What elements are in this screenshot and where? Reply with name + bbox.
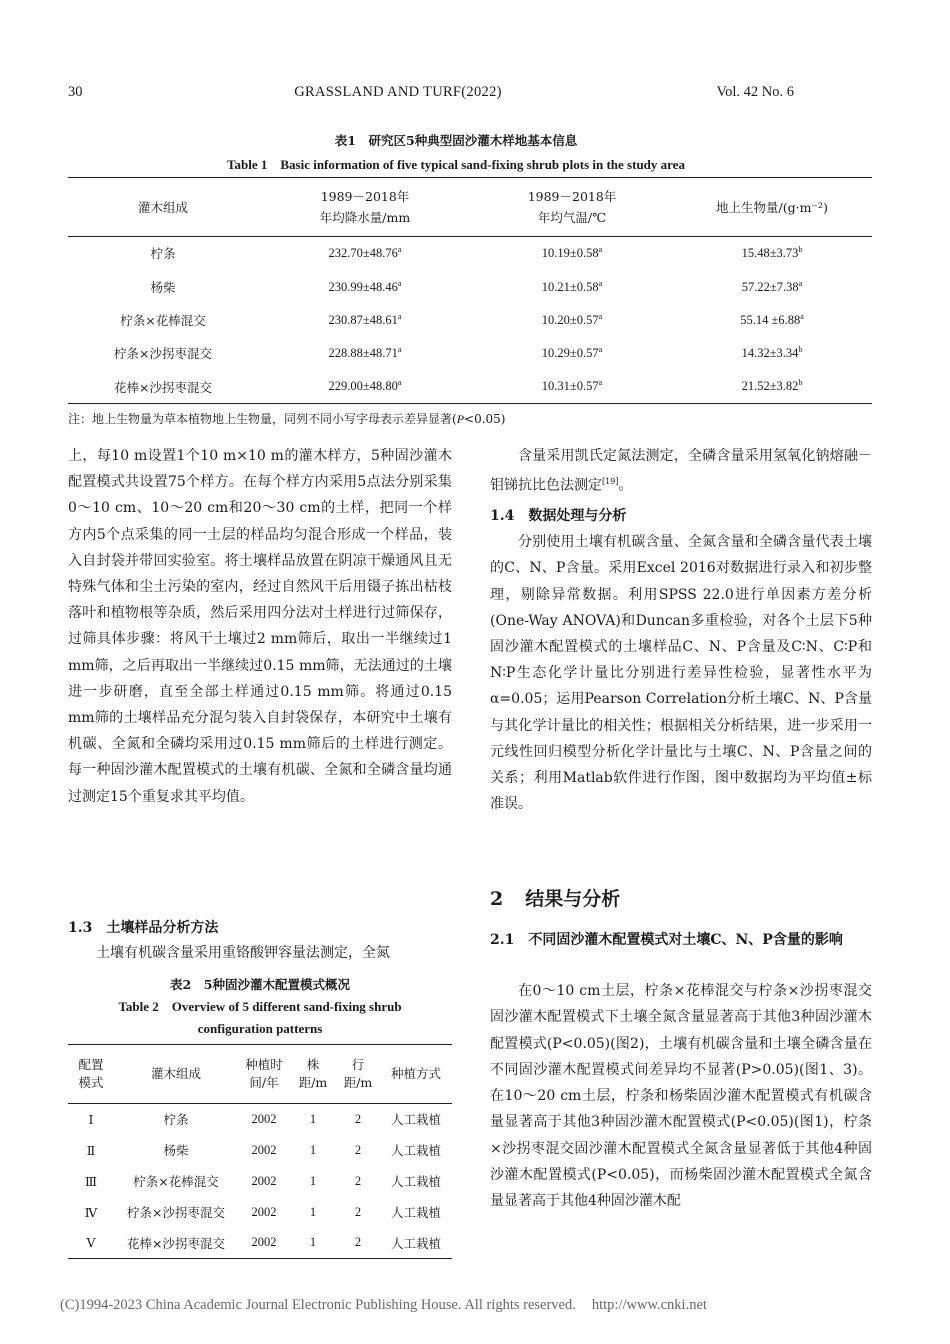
- table-cell: Ⅴ: [68, 1228, 114, 1259]
- left-column-text: [68, 443, 452, 810]
- table2-col-year: 种植时 间/年: [238, 1045, 290, 1104]
- table-cell: 1: [309, 1204, 317, 1219]
- table1-caption-en: Table 1 Basic information of five typical sand-fixing shrub plots in the study area: [227, 157, 685, 172]
- table-row: [68, 270, 872, 303]
- table1-col-biomass: 地上生物量/(g·m⁻²): [672, 178, 872, 237]
- table2-col-composition: 灌木组成: [114, 1045, 238, 1104]
- table1-header-row: [68, 178, 872, 237]
- table-cell: 柠条×花棒混交: [133, 1174, 219, 1189]
- table2-col-mode: 配置 模式: [68, 1045, 114, 1104]
- table-cell: 杨柴: [163, 1143, 189, 1158]
- table-cell: 2: [336, 1228, 380, 1259]
- table1-col-composition: 灌木组成: [68, 178, 258, 237]
- table-cell: 花棒×沙拐枣混交: [68, 370, 258, 403]
- table-row: [68, 303, 872, 336]
- table2-col-method: 种植方式: [380, 1045, 452, 1104]
- table2-caption-cn: 表2 5种固沙灌木配置模式概况: [170, 977, 350, 992]
- table-cell: 1: [290, 1228, 336, 1259]
- table-cell: 人工栽植: [390, 1143, 441, 1158]
- table-cell: 228.88±48.71$^a$: [328, 345, 402, 361]
- table-cell: 10.31±0.57$^a$: [472, 370, 672, 403]
- table-cell: 229.00±48.80$^a$: [258, 370, 472, 403]
- table2-header-row: [68, 1045, 452, 1104]
- citation-ref: [19]: [602, 477, 619, 487]
- table-cell: 1: [309, 1111, 317, 1126]
- table-cell: 2: [354, 1204, 362, 1219]
- copyright-footer: [60, 1297, 800, 1314]
- table1-col-precip: 1989－2018年 年均降水量/mm: [258, 178, 472, 237]
- table-cell: 2: [354, 1173, 362, 1188]
- table-row: [68, 1197, 452, 1228]
- table-cell: 10.20±0.57$^a$: [541, 311, 603, 328]
- body-paragraph: 上，每10 m设置1个10 m×10 m的灌木样方，5种固沙灌木配置模式共设置75个样方。在每个样方内采用5点法分别采集0～10 cm、10～20 cm和20～30 cm的土样，把同一个样方内5个点采集的同一土层的样品均匀混合形成一个样品，装入自封袋并带回实验室。将土壤样品放置在阴凉干燥通风且无特殊气体和尘土污染的室内，经过自然风干后用镊子拣出枯枝落叶和植物根等杂质，然后采用四分法对土样进行过筛保存，过筛具体步骤：将风干土壤过2 mm筛后，取出一半继续过1 mm筛，之后再取出一半继续过0.15 mm筛，无法通过的土壤进一步研磨，直至全部土样通过0.15 mm筛。将通过0.15 mm筛的土壤样品充分混匀装入自封袋保存，本研究中土壤有机碳、全氮和全磷均采用过0.15 mm筛后的土样进行测定。每一种固沙灌木配置模式的土壤有机碳、全氮和全磷含量均通过测定15个重复求其平均值。: [68, 448, 452, 805]
- table-cell: 230.99±48.46$^a$: [328, 278, 402, 294]
- table-cell: 55.14 ±6.88$^a$: [740, 311, 804, 328]
- table-cell: 10.21±0.58$^a$: [541, 278, 603, 294]
- table-cell: 230.87±48.61$^a$: [328, 311, 402, 328]
- body-paragraph: 在0～10 cm土层，柠条×花棒混交与柠条×沙拐枣混交固沙灌木配置模式下土壤全氮含量显著高于其他3种固沙灌木配置模式(P<0.05)(图2)，土壤有机碳含量和土壤全磷含量在不同固沙灌木配置模式间差异均不显著(P>0.05)(图1、3)。在10～20 cm土层，柠条和杨柴固沙灌木配置模式有机碳含量显著高于其他3种固沙灌木配置模式(P<0.05)(图1)，柠条×沙拐枣混交固沙灌木配置模式全氮含量显著低于其他4种固沙灌木配置模式(P<0.05)，而杨柴固沙灌木配置模式全氮含量显著高于其他4种固沙灌木配: [490, 983, 872, 1210]
- page-number: 30: [68, 84, 83, 100]
- body-paragraph: 分别使用土壤有机碳含量、全氮含量和全磷含量代表土壤的C、N、P含量。采用Excel 2016对数据进行录入和初步整理，剔除异常数据。利用SPSS 22.0进行单因素方差分析(One-Way ANOVA)和Duncan多重检验，对各个土层下5种固沙灌木配置模式的土壤样品C、N、P含量及C∶N、C∶P和N∶P生态化学计量比分别进行差异性检验，显著性水平为α=0.05；运用Pearson Correlation分析土壤C、N、P含量与其化学计量比的相关性；根据相关分析结果，进一步采用一元线性回归模型分析化学计量比与土壤C、N、P含量之间的关系；利用Matlab软件进行作图，图中数据均为平均值±标准误。: [490, 534, 872, 813]
- table-cell: 人工栽植: [390, 1174, 441, 1189]
- table-cell: Ⅳ: [84, 1204, 98, 1220]
- body-paragraph: 含量采用凯氏定氮法测定，全磷含量采用氢氧化钠熔融－钼锑抗比色法测定[19]。: [490, 448, 872, 494]
- section-heading-2: 2 结果与分析: [490, 888, 621, 910]
- section-heading-1-3: 1.3 土壤样品分析方法: [68, 920, 219, 936]
- section-heading-1-4: 1.4 数据处理与分析: [490, 508, 627, 525]
- table2: [68, 1044, 452, 1259]
- journal-name: GRASSLAND AND TURF(2022): [294, 84, 502, 100]
- table-cell: 人工栽植: [380, 1228, 452, 1259]
- table-cell: 杨柴: [150, 279, 176, 295]
- table-cell: 柠条×花棒混交: [120, 312, 206, 328]
- table1-col-temp: 1989－2018年 年均气温/℃: [472, 178, 672, 237]
- table-cell: 柠条×沙拐枣混交: [114, 346, 212, 362]
- table-cell: 2002: [251, 1204, 277, 1219]
- table-cell: 人工栽植: [390, 1205, 441, 1220]
- table-cell: 1: [309, 1142, 317, 1157]
- table-cell: 2002: [251, 1111, 277, 1126]
- table-cell: Ⅰ: [88, 1111, 94, 1127]
- table-row: [68, 337, 872, 370]
- table-row: [68, 1135, 452, 1166]
- table-row: [68, 1104, 452, 1135]
- table-cell: 21.52±3.82$^b$: [672, 370, 872, 403]
- section-heading-2-1: 2.1 不同固沙灌木配置模式对土壤C、N、P含量的影响: [490, 932, 843, 948]
- table2-col-plant-spacing: 株 距/m: [290, 1045, 336, 1104]
- table-row: [68, 1166, 452, 1197]
- table-cell: 10.19±0.58$^a$: [541, 245, 603, 261]
- table-row: [68, 370, 872, 403]
- table-cell: 15.48±3.73$^b$: [741, 245, 803, 261]
- table-cell: 14.32±3.34$^b$: [741, 345, 803, 361]
- table-cell: 人工栽植: [390, 1112, 441, 1128]
- table2-caption-en: Table 2 Overview of 5 different sand-fixing shrub configuration patterns: [118, 999, 402, 1036]
- copyright-text: (C)1994-2023 China Academic Journal Electronic Publishing House. All rights reserved.: [60, 1297, 576, 1313]
- table-cell: 10.29±0.57$^a$: [541, 345, 603, 361]
- table-cell: 2: [354, 1142, 362, 1157]
- table-cell: 57.22±7.38$^a$: [741, 278, 803, 294]
- table-cell: 柠条×沙拐枣混交: [127, 1205, 225, 1220]
- table-cell: 232.70±48.76$^a$: [328, 245, 402, 261]
- table-cell: 2002: [251, 1173, 277, 1188]
- table1-caption-cn: 表1 研究区5种典型固沙灌木样地基本信息: [334, 133, 578, 148]
- table-cell: 花棒×沙拐枣混交: [114, 1228, 238, 1259]
- table-cell: Ⅲ: [84, 1173, 98, 1189]
- table-cell: 2002: [251, 1142, 277, 1157]
- table-cell: Ⅱ: [86, 1142, 96, 1158]
- body-paragraph: 土壤有机碳含量采用重铬酸钾容量法测定，全氮: [96, 945, 390, 961]
- table-cell: 2002: [238, 1228, 290, 1259]
- volume-issue: Vol. 42 No. 6: [716, 84, 794, 100]
- running-header: [68, 84, 794, 104]
- table-cell: 柠条: [150, 246, 176, 262]
- footer-link[interactable]: http://www.cnki.net: [591, 1297, 707, 1313]
- table2-col-row-spacing: 行 距/m: [336, 1045, 380, 1104]
- table1: [68, 177, 872, 404]
- table-row: [68, 237, 872, 270]
- right-column-text: [490, 443, 872, 818]
- table-row: [68, 1228, 452, 1259]
- table1-note: 注：地上生物量为草本植物地上生物量，同列不同小写字母表示差异显著(P<0.05): [68, 412, 506, 426]
- table-cell: 2: [354, 1111, 362, 1126]
- table-cell: 1: [309, 1173, 317, 1188]
- table-cell: 柠条: [163, 1112, 189, 1128]
